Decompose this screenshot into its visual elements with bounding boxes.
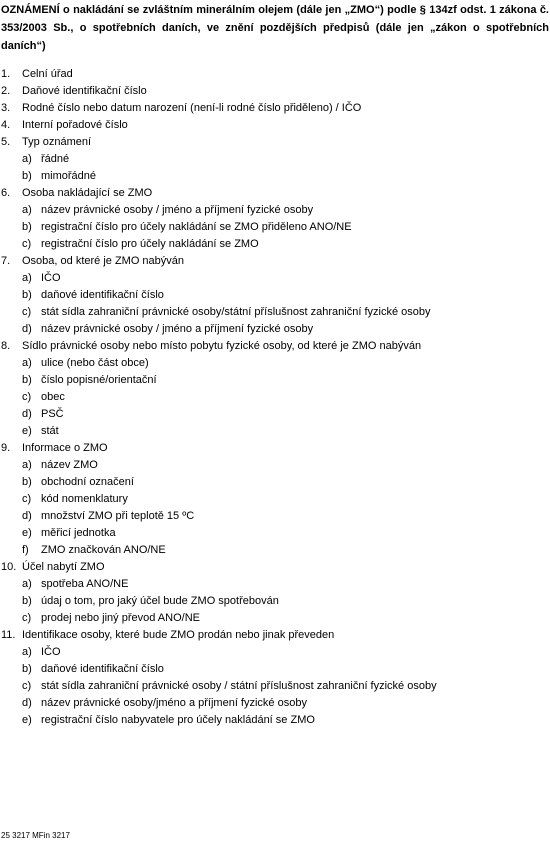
item-number: d) [22,510,32,522]
item-number: b) [22,595,32,607]
item-number: c) [22,612,32,624]
item-number: b) [22,289,32,301]
list-subitem [1,644,549,661]
list-item [1,253,549,270]
item-number: a) [22,357,32,369]
item-number: c) [22,680,32,692]
item-list [1,66,549,729]
list-subitem [1,695,549,712]
item-number: a) [22,204,32,216]
item-number: e) [22,425,32,437]
list-subitem [1,151,549,168]
document-heading: OZNÁMENÍ o nakládání se zvláštním minerálním olejem (dále jen „ZMO“) podle § 134zf odst. 1 zákona č. 353/2003 Sb., o spotřebních daních, ve znění pozdějších předpisů (dále jen „zákon o spotřebních daních“) [1,4,549,52]
item-number: 3. [1,102,11,114]
item-number: b) [22,476,32,488]
list-subitem [1,287,549,304]
item-text: registrační číslo pro účely nakládání se ZMO [41,238,259,250]
list-item [1,83,549,100]
list-item [1,66,549,83]
list-subitem [1,610,549,627]
item-text: registrační číslo nabyvatele pro účely nakládání se ZMO [41,714,315,726]
item-text: stát [41,425,59,437]
item-number: 10. [1,561,17,573]
item-text: množství ZMO při teplotě 15 ºC [41,510,195,522]
item-text: Informace o ZMO [22,442,108,454]
item-text: prodej nebo jiný převod ANO/NE [41,612,200,624]
item-number: 5. [1,136,11,148]
item-text: název právnické osoby / jméno a příjmení fyzické osoby [41,323,314,335]
list-item [1,134,549,151]
item-text: Identifikace osoby, které bude ZMO prodán nebo jinak převeden [22,629,335,641]
item-text: číslo popisné/orientační [41,374,157,386]
list-subitem [1,423,549,440]
item-number: a) [22,153,32,165]
item-number: d) [22,697,32,709]
item-text: údaj o tom, pro jaký účel bude ZMO spotřebován [41,595,279,607]
list-item [1,627,549,644]
item-number: c) [22,493,32,505]
item-number: a) [22,578,32,590]
item-number: 9. [1,442,11,454]
list-subitem [1,457,549,474]
list-subitem [1,508,549,525]
item-text: Daňové identifikační číslo [22,85,147,97]
item-text: ZMO značkován ANO/NE [41,544,166,556]
item-number: c) [22,391,32,403]
item-text: Osoba, od které je ZMO nabýván [22,255,185,267]
list-subitem [1,491,549,508]
item-text: stát sídla zahraniční právnické osoby / státní příslušnost zahraniční fyzické osoby [41,680,437,692]
item-text: Osoba nakládající se ZMO [22,187,153,199]
item-number: e) [22,527,32,539]
item-number: 1. [1,68,11,80]
item-number: b) [22,221,32,233]
list-subitem [1,270,549,287]
list-subitem [1,304,549,321]
list-item [1,100,549,117]
list-subitem [1,712,549,729]
item-text: obchodní označení [41,476,134,488]
item-text: název právnické osoby / jméno a příjmení fyzické osoby [41,204,314,216]
item-text: PSČ [41,408,64,420]
item-number: 2. [1,85,11,97]
list-subitem [1,576,549,593]
list-item [1,338,549,355]
list-item [1,559,549,576]
item-text: ulice (nebo část obce) [41,357,149,369]
list-subitem [1,168,549,185]
item-text: obec [41,391,65,403]
item-text: spotřeba ANO/NE [41,578,129,590]
list-subitem [1,236,549,253]
item-text: Rodné číslo nebo datum narození (není-li rodné číslo přiděleno) / IČO [22,102,362,114]
list-subitem [1,542,549,559]
item-text: řádné [41,153,70,165]
item-text: daňové identifikační číslo [41,289,164,301]
list-subitem [1,525,549,542]
item-text: Sídlo právnické osoby nebo místo pobytu fyzické osoby, od které je ZMO nabýván [22,340,422,352]
item-text: kód nomenklatury [41,493,128,505]
item-text: Celní úřad [22,68,73,80]
list-subitem [1,678,549,695]
item-text: mimořádné [41,170,97,182]
item-text: měřicí jednotka [41,527,116,539]
list-subitem [1,389,549,406]
item-number: c) [22,238,32,250]
item-number: d) [22,408,32,420]
list-subitem [1,593,549,610]
item-number: b) [22,663,32,675]
item-text: Typ oznámení [22,136,92,148]
item-number: e) [22,714,32,726]
list-subitem [1,406,549,423]
item-text: registrační číslo pro účely nakládání se ZMO přiděleno ANO/NE [41,221,352,233]
list-subitem [1,474,549,491]
item-text: název ZMO [41,459,98,471]
list-subitem [1,661,549,678]
item-number: 7. [1,255,11,267]
item-number: 8. [1,340,11,352]
item-number: 4. [1,119,11,131]
list-subitem [1,321,549,338]
item-number: 11. [1,629,16,641]
item-number: a) [22,272,32,284]
item-number: d) [22,323,32,335]
list-item [1,117,549,134]
list-subitem [1,202,549,219]
list-item [1,185,549,202]
item-text: IČO [41,646,61,658]
form-code-footer: 25 3217 MFin 3217 [1,831,70,840]
item-number: 6. [1,187,11,199]
list-subitem [1,372,549,389]
list-item [1,440,549,457]
list-subitem [1,355,549,372]
item-number: f) [22,544,29,556]
item-number: a) [22,459,32,471]
item-number: a) [22,646,32,658]
list-subitem [1,219,549,236]
item-number: b) [22,170,32,182]
item-text: název právnické osoby/jméno a příjmení fyzické osoby [41,697,307,709]
item-number: c) [22,306,32,318]
item-text: Účel nabytí ZMO [22,561,105,573]
item-text: daňové identifikační číslo [41,663,164,675]
item-text: Interní pořadové číslo [22,119,128,131]
item-text: stát sídla zahraniční právnické osoby/státní příslušnost zahraniční fyzické osoby [41,306,431,318]
item-number: b) [22,374,32,386]
item-text: IČO [41,272,61,284]
